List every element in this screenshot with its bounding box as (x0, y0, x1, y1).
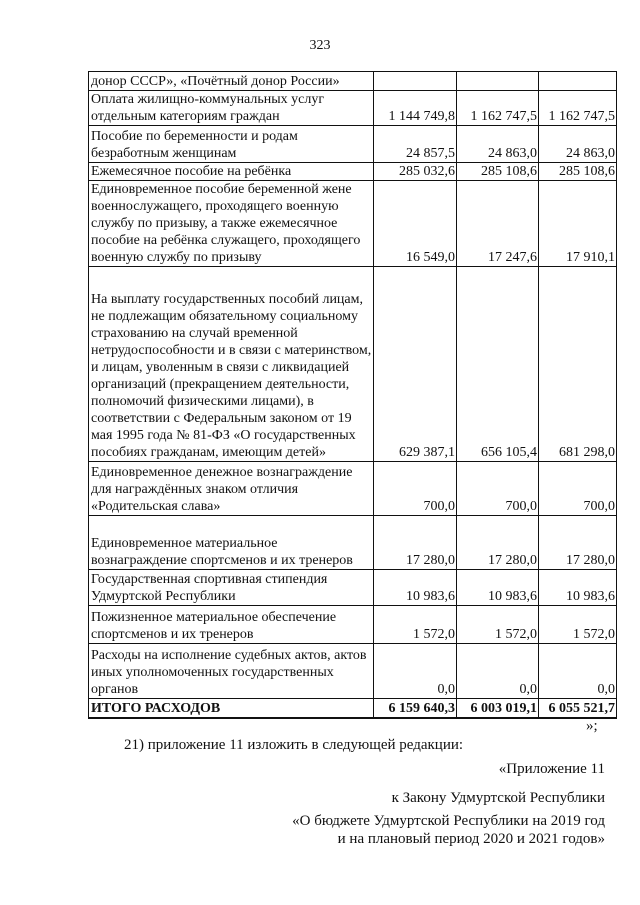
value-2020: 24 863,0 (457, 126, 539, 163)
value-2020: 1 572,0 (457, 606, 539, 644)
appendix-subject (292, 812, 605, 848)
expense-name: Оплата жилищно-коммунальных услуг отдельным категориям граждан (89, 91, 374, 126)
value-2020: 1 162 747,5 (457, 91, 539, 126)
total-2019: 6 159 640,3 (374, 699, 457, 718)
total-2021: 6 055 521,7 (539, 699, 617, 718)
value-2019 (374, 72, 457, 91)
appendix-subject-line: и на плановый период 2020 и 2021 годов» (337, 831, 605, 847)
value-2020: 0,0 (457, 644, 539, 699)
table-row (89, 267, 617, 462)
expense-name: Единовременное пособие беременной жене военнослужащего, проходящего военную службу по призыву, а также ежемесячное пособие на ребёнка служащего, проходящего военную службу по призыву (89, 181, 374, 267)
expense-name: Единовременное материальное вознаграждение спортсменов и их тренеров (89, 516, 374, 570)
expense-name: Единовременное денежное вознаграждение для награждённых знаком отличия «Родительская слава» (89, 462, 374, 516)
table-row (89, 606, 617, 644)
table-row (89, 644, 617, 699)
value-2020: 700,0 (457, 462, 539, 516)
value-2021: 17 910,1 (539, 181, 617, 267)
value-2019: 629 387,1 (374, 267, 457, 462)
table-row (89, 570, 617, 606)
table-row (89, 72, 617, 91)
expense-name: донор СССР», «Почётный донор России» (89, 72, 374, 91)
value-2020 (457, 72, 539, 91)
table-row (89, 181, 617, 267)
closing-quote: »; (586, 718, 598, 734)
value-2020: 10 983,6 (457, 570, 539, 606)
value-2019: 0,0 (374, 644, 457, 699)
value-2021: 285 108,6 (539, 163, 617, 181)
table-row (89, 91, 617, 126)
value-2019: 285 032,6 (374, 163, 457, 181)
expense-name: Расходы на исполнение судебных актов, актов иных уполномоченных государственных органов (89, 644, 374, 699)
expense-name: Пособие по беременности и родам безработным женщинам (89, 126, 374, 163)
value-2021 (539, 72, 617, 91)
value-2019: 10 983,6 (374, 570, 457, 606)
value-2020: 17 280,0 (457, 516, 539, 570)
total-2020: 6 003 019,1 (457, 699, 539, 718)
value-2019: 17 280,0 (374, 516, 457, 570)
table-row (89, 163, 617, 181)
value-2020: 285 108,6 (457, 163, 539, 181)
value-2019: 24 857,5 (374, 126, 457, 163)
value-2021: 700,0 (539, 462, 617, 516)
appendix-title: «Приложение 11 (498, 761, 605, 777)
table-row (89, 126, 617, 163)
page-number: 323 (309, 38, 331, 53)
total-label: ИТОГО РАСХОДОВ (89, 699, 374, 718)
value-2020: 656 105,4 (457, 267, 539, 462)
expenses-table (88, 71, 617, 719)
total-row (89, 699, 617, 718)
value-2019: 700,0 (374, 462, 457, 516)
appendix-subject-line: «О бюджете Удмуртской Республики на 2019 год (292, 813, 605, 829)
value-2019: 16 549,0 (374, 181, 457, 267)
appendix-law-reference: к Закону Удмуртской Республики (391, 790, 605, 806)
expense-name: Ежемесячное пособие на ребёнка (89, 163, 374, 181)
value-2020: 17 247,6 (457, 181, 539, 267)
value-2021: 1 162 747,5 (539, 91, 617, 126)
table-row (89, 516, 617, 570)
table-row (89, 462, 617, 516)
value-2021: 0,0 (539, 644, 617, 699)
value-2021: 1 572,0 (539, 606, 617, 644)
value-2021: 24 863,0 (539, 126, 617, 163)
value-2021: 681 298,0 (539, 267, 617, 462)
amendment-instruction: 21) приложение 11 изложить в следующей редакции: (124, 737, 464, 753)
value-2021: 10 983,6 (539, 570, 617, 606)
expense-name: На выплату государственных пособий лицам, не подлежащим обязательному социальному страхованию на случай временной нетрудоспособности и в связи с материнством, и лицам, уволенным в связи с ликвидацией организаций (прекращением деятельности, полномочий физическими лицами), в соответствии с Федеральным законом от 19 мая 1995 года № 81-ФЗ «О государственных пособиях гражданам, имеющим детей» (89, 267, 374, 462)
value-2021: 17 280,0 (539, 516, 617, 570)
expense-name: Пожизненное материальное обеспечение спортсменов и их тренеров (89, 606, 374, 644)
value-2019: 1 144 749,8 (374, 91, 457, 126)
value-2019: 1 572,0 (374, 606, 457, 644)
expense-name: Государственная спортивная стипендия Удмуртской Республики (89, 570, 374, 606)
